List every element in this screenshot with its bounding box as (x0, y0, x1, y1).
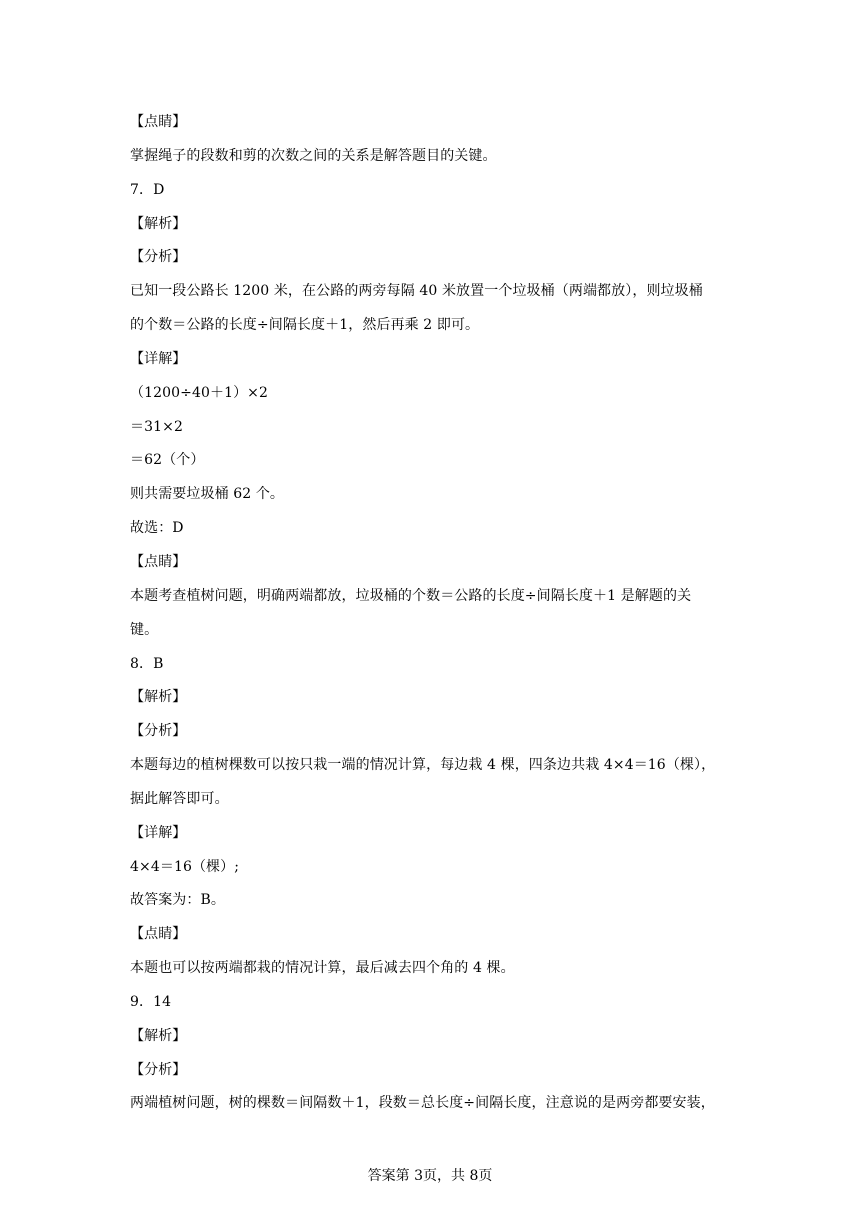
section-heading: 【分析】 (130, 723, 187, 740)
answer-line: 故选：D (130, 520, 184, 537)
question-number: 8．B (130, 655, 164, 672)
page-body (130, 108, 730, 1123)
text-line: 两端植树问题，树的棵数＝间隔数＋1，段数＝总长度÷间隔长度，注意说的是两旁都要安装， (130, 1095, 715, 1112)
formula-line: （1200÷40＋1）×2 (130, 384, 269, 401)
formula-line: 4×4＝16（棵）; (130, 858, 240, 875)
text-line: 【点睛】 (130, 114, 187, 130)
section-heading: 【点睛】 (130, 553, 187, 570)
section-heading: 【解析】 (130, 1027, 187, 1044)
text-line: 掌握绳子的段数和剪的次数之间的关系是解答题目的关键。 (130, 147, 497, 164)
text-line: 键。 (130, 621, 159, 638)
text-line: 本题也可以按两端都栽的情况计算，最后减去四个角的 4 棵。 (130, 960, 515, 977)
text-line: 则共需要垃圾桶 62 个。 (130, 486, 285, 503)
answer-line: 故答案为：B。 (130, 892, 225, 909)
section-heading: 【解析】 (130, 215, 187, 232)
section-heading: 【解析】 (130, 689, 187, 706)
section-heading: 【详解】 (130, 350, 187, 367)
section-heading: 【详解】 (130, 824, 187, 841)
text-line: 本题考查植树问题，明确两端都放，垃圾桶的个数＝公路的长度÷间隔长度＋1 是解题的关 (130, 587, 692, 604)
text-line: 的个数＝公路的长度÷间隔长度＋1，然后再乘 2 即可。 (130, 317, 480, 334)
question-number: 7．D (130, 181, 165, 198)
text-line: 已知一段公路长 1200 米，在公路的两旁每隔 40 米放置一个垃圾桶（两端都放），则垃圾桶 (130, 283, 703, 300)
question-number: 9．14 (130, 993, 172, 1010)
formula-line: ＝62（个） (130, 452, 205, 469)
text-line: 据此解答即可。 (130, 790, 229, 807)
section-heading: 【点睛】 (130, 926, 187, 943)
text-line: 本题每边的植树棵数可以按只栽一端的情况计算，每边栽 4 棵，四条边共栽 4×4＝16（棵）， (130, 757, 716, 774)
page-footer: 答案第 3页，共 8页 (367, 1168, 493, 1184)
section-heading: 【分析】 (130, 249, 187, 266)
formula-line: ＝31×2 (130, 418, 183, 435)
section-heading: 【分析】 (130, 1061, 187, 1078)
